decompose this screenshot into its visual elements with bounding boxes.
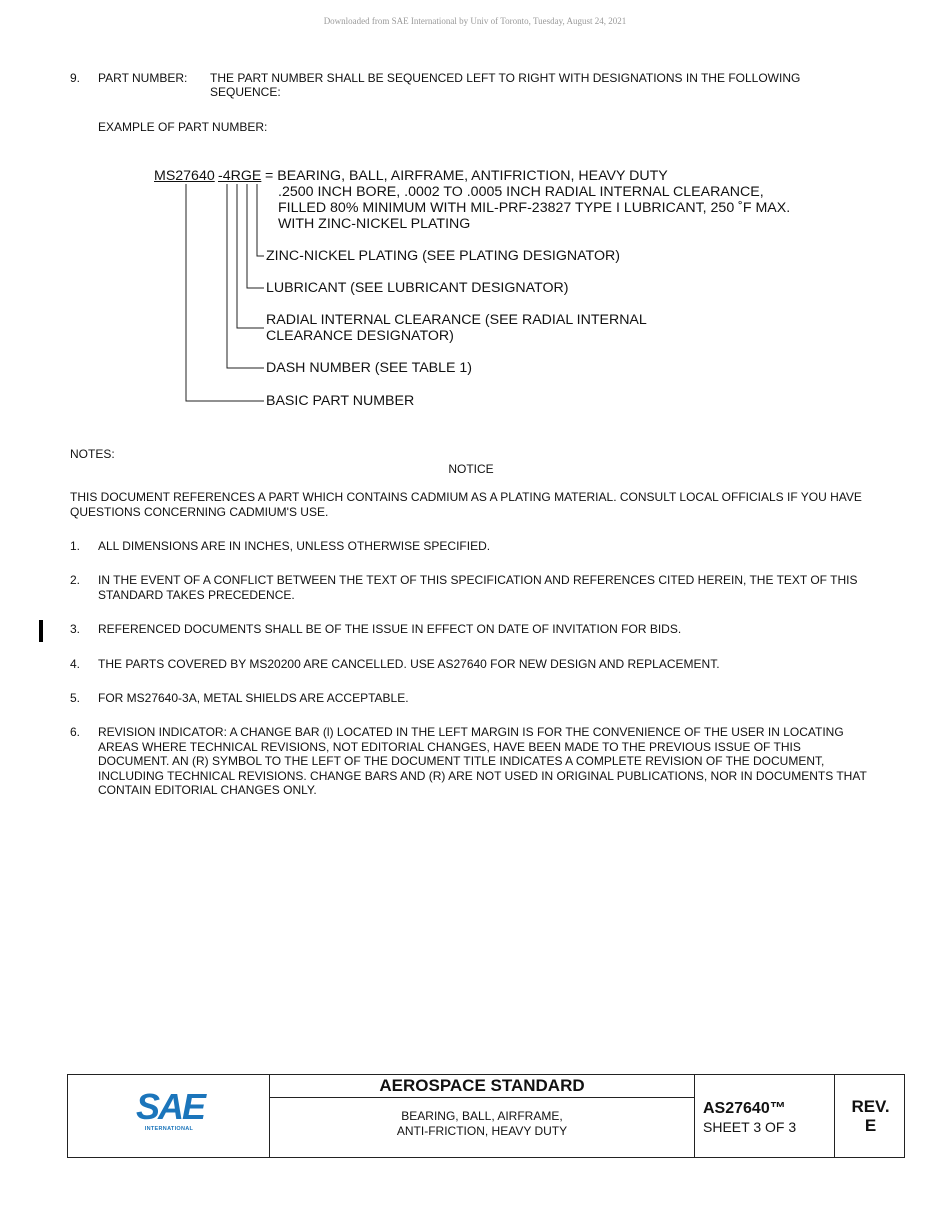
note-5-text: FOR MS27640-3A, METAL SHIELDS ARE ACCEPTABLE. (98, 691, 409, 705)
notice-title: NOTICE (448, 462, 494, 476)
item-9-text-line2: SEQUENCE: (210, 85, 281, 99)
revision-value: E (864, 1116, 877, 1135)
callout-line-plating (257, 184, 264, 256)
note-4-text: THE PARTS COVERED BY MS20200 ARE CANCELLED. USE AS27640 FOR NEW DESIGN AND REPLACEMENT. (98, 657, 720, 671)
item-9-number: 9. (70, 71, 81, 85)
part-description-line4: WITH ZINC-NICKEL PLATING (278, 216, 471, 232)
callout-clearance-line1: RADIAL INTERNAL CLEARANCE (SEE RADIAL INTERNAL (266, 312, 647, 328)
revision (835, 1097, 906, 1135)
note-2-text: IN THE EVENT OF A CONFLICT BETWEEN THE TEXT OF THIS SPECIFICATION AND REFERENCES CITED HEREIN, THE TEXT OF THIS STANDARD TAKES PRECEDENCE. (98, 573, 858, 602)
revision-change-bar (39, 620, 43, 642)
part-description-line1: = BEARING, BALL, AIRFRAME, ANTIFRICTION, HEAVY DUTY (265, 168, 668, 184)
note-1-text: ALL DIMENSIONS ARE IN INCHES, UNLESS OTHERWISE SPECIFIED. (98, 539, 491, 553)
note-5-number: 5. (70, 691, 81, 705)
note-6-text: REVISION INDICATOR: A CHANGE BAR (l) LOCATED IN THE LEFT MARGIN IS FOR THE CONVENIENCE OF THE USER IN LOCATING AREAS WHERE TECHNICAL REVISIONS, NOT EDITORIAL CHANGES, HAVE BEEN MADE TO THE PREVIOUS ISSUE OF THIS DOCUMENT. AN (R) SYMBOL TO THE LEFT OF THE DOCUMENT TITLE INDICATES A COMPLETE REVISION OF THE DOCUMENT, INCLUDING TECHNICAL REVISIONS. CHANGE BARS AND (R) ARE NOT USED IN ORIGINAL PUBLICATIONS, NOR IN DOCUMENTS THAT CONTAIN EDITORIAL CHANGES ONLY. (98, 725, 867, 797)
sae-logo (136, 1086, 205, 1132)
callout-dash-number: DASH NUMBER (SEE TABLE 1) (266, 360, 473, 376)
example-label: EXAMPLE OF PART NUMBER: (98, 120, 268, 134)
revision-label: REV. (851, 1097, 890, 1116)
title-block-rev-cell (835, 1075, 906, 1157)
callout-line-lubricant (247, 184, 264, 288)
sheet-indicator: SHEET 3 OF 3 (703, 1119, 797, 1135)
note-3-text: REFERENCED DOCUMENTS SHALL BE OF THE ISSUE IN EFFECT ON DATE OF INVITATION FOR BIDS. (98, 622, 682, 636)
note-2-number: 2. (70, 573, 81, 587)
callout-clearance-line2: CLEARANCE DESIGNATOR) (266, 328, 454, 344)
callout-plating: ZINC-NICKEL PLATING (SEE PLATING DESIGNATOR) (266, 248, 620, 264)
title-block-docnum-cell (695, 1075, 835, 1157)
callout-lubricant: LUBRICANT (SEE LUBRICANT DESIGNATOR) (266, 280, 569, 296)
part-description-line2: .2500 INCH BORE, .0002 TO .0005 INCH RADIAL INTERNAL CLEARANCE, (278, 184, 764, 200)
callout-line-dash (227, 184, 264, 368)
part-dash-suffix: -4RGE (218, 168, 262, 184)
title-block-title-cell (270, 1075, 695, 1157)
sae-logo-mark: SAE (136, 1086, 205, 1127)
note-1-number: 1. (70, 539, 81, 553)
note-4-number: 4. (70, 657, 81, 671)
callout-basic-part-number: BASIC PART NUMBER (266, 393, 415, 409)
document-number: AS27640™ (703, 1100, 786, 1117)
notice-text: THIS DOCUMENT REFERENCES A PART WHICH CONTAINS CADMIUM AS A PLATING MATERIAL. CONSULT LOCAL OFFICIALS IF YOU HAVE QUESTIONS CONCERNING CADMIUM'S USE. (70, 490, 862, 519)
item-9-text-line1: THE PART NUMBER SHALL BE SEQUENCED LEFT TO RIGHT WITH DESIGNATIONS IN THE FOLLOWING (210, 71, 801, 85)
notes-heading: NOTES: (70, 447, 115, 461)
callout-line-basic (186, 184, 264, 401)
note-3-number: 3. (70, 622, 81, 636)
title-block (67, 1074, 905, 1158)
part-description-line3: FILLED 80% MINIMUM WITH MIL-PRF-23827 TYPE I LUBRICANT, 250 ˚F MAX. (278, 200, 791, 216)
document-title-line1: BEARING, BALL, AIRFRAME, (401, 1109, 563, 1123)
document-title-line2: ANTI-FRICTION, HEAVY DUTY (396, 1124, 568, 1138)
callout-line-clearance (237, 184, 264, 328)
download-watermark: Downloaded from SAE International by Univ of Toronto, Tuesday, August 24, 2021 (323, 16, 627, 26)
item-9-label: PART NUMBER: (98, 71, 188, 85)
title-block-logo-cell (68, 1075, 270, 1157)
standard-header: AEROSPACE STANDARD (270, 1075, 694, 1098)
document-title (270, 1109, 694, 1139)
note-6-number: 6. (70, 725, 81, 739)
sae-logo-subtext: INTERNATIONAL (144, 1126, 194, 1132)
part-basic-number: MS27640 (154, 168, 215, 184)
